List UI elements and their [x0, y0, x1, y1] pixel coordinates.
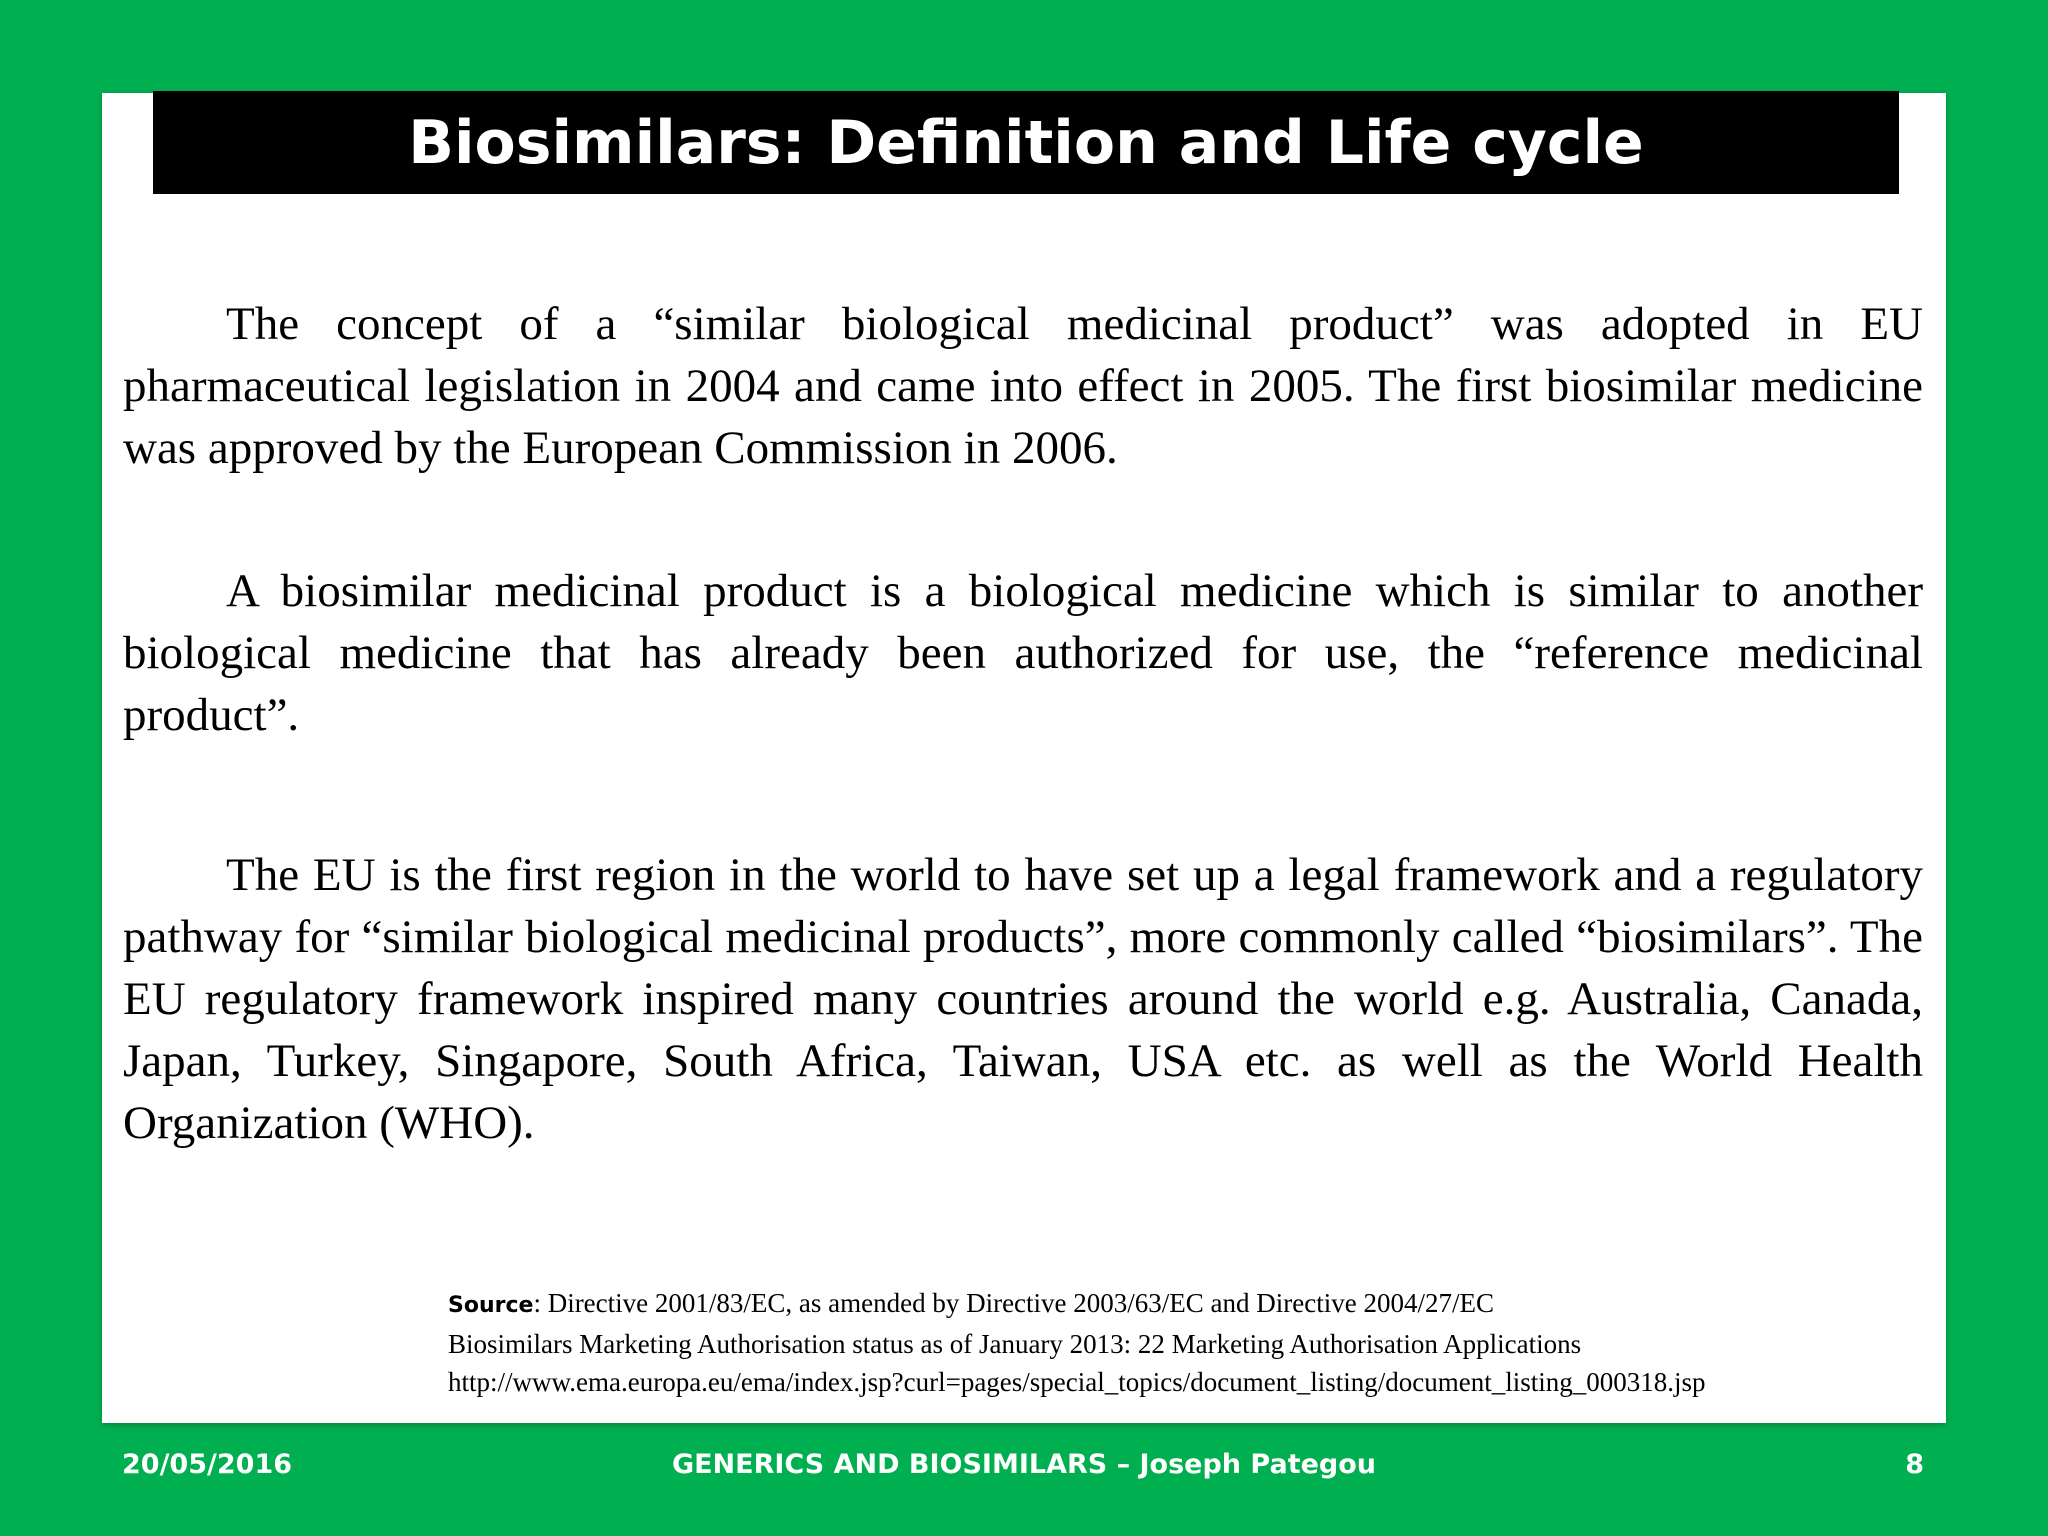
title-bar	[153, 91, 1899, 194]
source-line-1	[448, 1284, 1908, 1325]
paragraph-definition: A biosimilar medicinal product is a biological medicine which is similar to another biological medicine that has already been authorized for use, the “reference medicinal product”.	[123, 565, 1923, 741]
source-url: http://www.ema.europa.eu/ema/index.jsp?curl=pages/special_topics/document_listing/document_listing_000318.jsp	[448, 1367, 1706, 1397]
source-block	[448, 1284, 1908, 1401]
footer-page-number: 8	[1905, 1449, 1924, 1480]
footer-title: GENERICS AND BIOSIMILARS – Joseph Pategou	[671, 1449, 1377, 1480]
source-label: Source	[448, 1293, 534, 1318]
paragraph-concept: The concept of a “similar biological medicinal product” was adopted in EU pharmaceutical legislation in 2004 and came into effect in 2005. The first biosimilar medicine was approved by the European Commission in 2006.	[123, 298, 1923, 474]
paragraph-eu-framework: The EU is the first region in the world to have set up a legal framework and a regulatory pathway for “similar biological medicinal products”, more commonly called “biosimilars”. The EU regulatory framework inspired many countries around the world e.g. Australia, Canada, Japan, Turkey, Singapore, South Africa, Taiwan, USA etc. as well as the World Health Organization (WHO).	[123, 849, 1923, 1149]
slide-title: Biosimilars: Definition and Life cycle	[408, 107, 1644, 178]
source-directive-text: : Directive 2001/83/EC, as amended by Directive 2003/63/EC and Directive 2004/27/EC	[533, 1288, 1494, 1318]
source-line-2: Biosimilars Marketing Authorisation status as of January 2013: 22 Marketing Authorisation Applications	[448, 1329, 1582, 1359]
footer-date: 20/05/2016	[122, 1449, 293, 1480]
